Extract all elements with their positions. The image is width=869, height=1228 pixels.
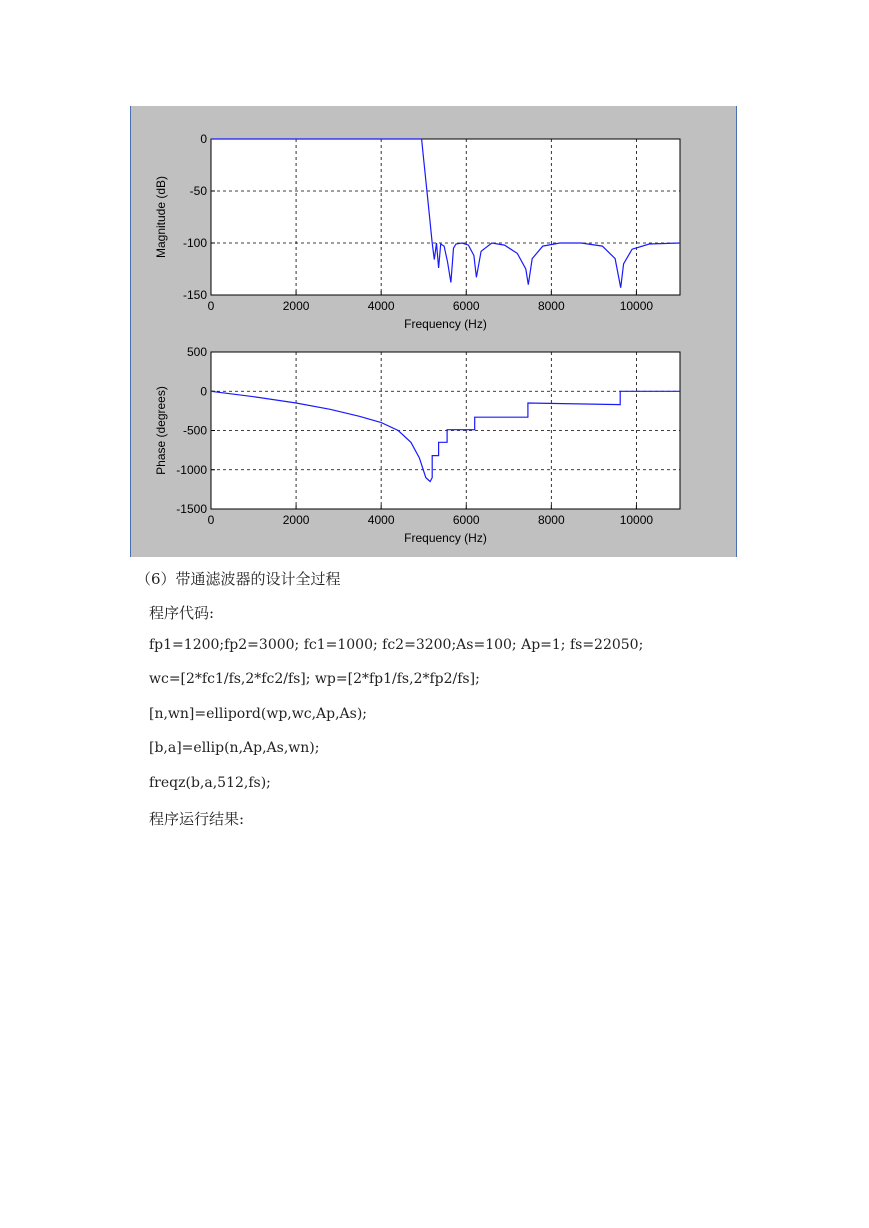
magnitude-ytick-label-0: 0 — [200, 132, 207, 146]
phase-ytick-label-0: 500 — [186, 345, 207, 359]
phase-ylabel: Phase (degrees) — [154, 386, 168, 475]
result-label: 程序运行结果: — [149, 810, 245, 828]
figure-canvas — [131, 106, 738, 557]
section-heading: （6）带通滤波器的设计全过程 — [136, 570, 341, 588]
phase-xtick-label-3: 6000 — [452, 513, 480, 527]
phase-ytick-label-3: -1000 — [176, 462, 207, 477]
magnitude-xtick-label-2: 4000 — [367, 299, 395, 313]
magnitude-xlabel: Frequency (Hz) — [404, 317, 487, 331]
code-line-5: freqz(b,a,512,fs); — [149, 775, 271, 791]
code-line-3: [n,wn]=ellipord(wp,wc,Ap,As); — [149, 706, 368, 722]
phase-ytick-label-4: -1500 — [176, 502, 207, 516]
magnitude-xtick-label-4: 8000 — [537, 299, 565, 313]
phase-xlabel: Frequency (Hz) — [404, 531, 487, 545]
magnitude-axes — [211, 139, 680, 295]
code-label: 程序代码: — [149, 604, 215, 622]
phase-xtick-label-1: 2000 — [282, 513, 310, 527]
phase-xtick-label-4: 8000 — [537, 513, 565, 527]
magnitude-ylabel: Magnitude (dB) — [154, 175, 168, 259]
phase-xtick-label-2: 4000 — [367, 513, 395, 527]
magnitude-ytick-label-1: -50 — [189, 184, 207, 198]
phase-xtick-label-5: 10000 — [619, 513, 654, 527]
magnitude-ytick-label-3: -150 — [182, 288, 207, 302]
code-line-1: fp1=1200;fp2=3000; fc1=1000; fc2=3200;As=100; Ap=1; fs=22050; — [149, 637, 644, 653]
magnitude-xtick-label-0: 0 — [207, 299, 215, 313]
magnitude-xtick-label-5: 10000 — [619, 299, 654, 313]
freqz-figure — [130, 106, 737, 557]
phase-ytick-label-2: -500 — [182, 423, 207, 438]
phase-ytick-label-1: 0 — [200, 384, 207, 399]
code-line-4: [b,a]=ellip(n,Ap,As,wn); — [149, 740, 320, 756]
phase-xtick-label-0: 0 — [207, 513, 215, 527]
magnitude-xtick-label-1: 2000 — [282, 299, 310, 313]
magnitude-ytick-label-2: -100 — [182, 236, 207, 250]
code-line-2: wc=[2*fc1/fs,2*fc2/fs]; wp=[2*fp1/fs,2*fp2/fs]; — [149, 671, 480, 687]
magnitude-xtick-label-3: 6000 — [452, 299, 480, 313]
